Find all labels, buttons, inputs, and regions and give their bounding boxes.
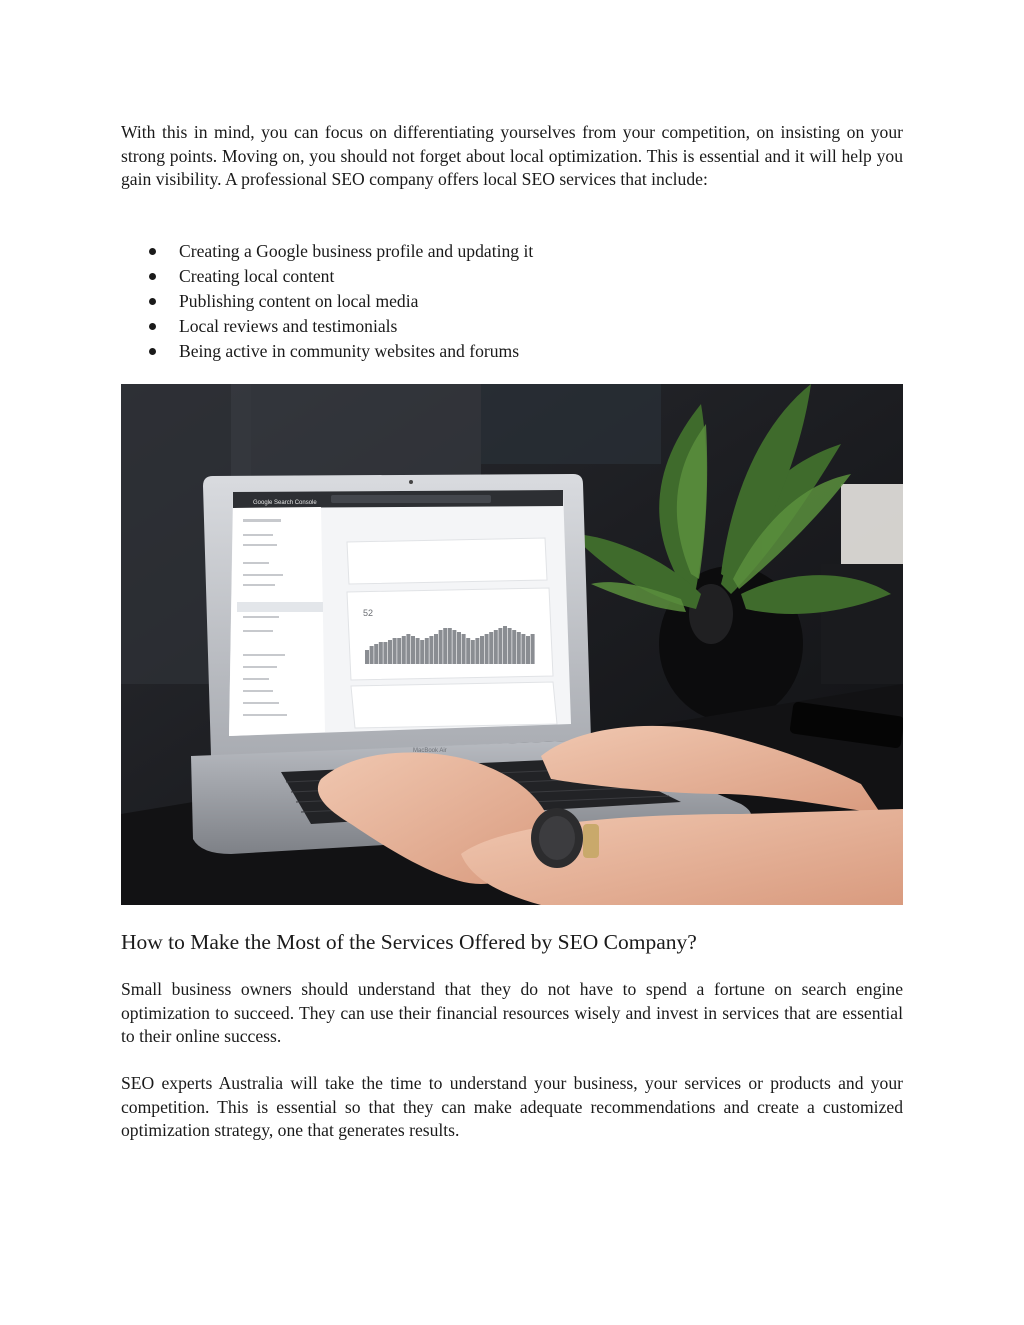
list-item-text: Creating a Google business profile and updating it: [179, 241, 534, 261]
list-item: [121, 264, 903, 289]
bullet-icon: [149, 248, 156, 255]
list-item-text: Being active in community websites and forums: [179, 341, 520, 361]
local-seo-services-list: [121, 239, 903, 364]
list-item-text: Publishing content on local media: [179, 291, 419, 311]
screen-metric: 52: [363, 608, 374, 618]
bullet-icon: [149, 273, 156, 280]
laptop-brand-label: MacBook Air: [413, 748, 447, 754]
bullet-icon: [149, 348, 156, 355]
bullet-icon: [149, 298, 156, 305]
intro-paragraph: With this in mind, you can focus on differentiating yourselves from your competition, on insisting on your strong points. Moving on, you should not forget about local optimization. This is essential and it will help you gain visibility. A professional SEO company offers local SEO services that include:: [121, 122, 903, 190]
list-item: [121, 314, 903, 339]
screen-app-title: Google Search Console: [253, 500, 317, 506]
list-item-text: Creating local content: [179, 266, 335, 286]
list-item-text: Local reviews and testimonials: [179, 316, 398, 336]
section-paragraph-1: Small business owners should understand that they do not have to spend a fortune on search engine optimization to succeed. They can use their financial resources wisely and invest in services that are essential to their online success.: [121, 979, 903, 1047]
bullet-icon: [149, 323, 156, 330]
list-item: [121, 339, 903, 364]
list-item: [121, 289, 903, 314]
section-heading: How to Make the Most of the Services Offered by SEO Company?: [121, 930, 697, 954]
laptop-photo: [121, 384, 903, 905]
list-item: [121, 239, 903, 264]
section-paragraph-2: SEO experts Australia will take the time to understand your business, your services or products and your competition. This is essential so that they can make adequate recommendations and create a customized optimization strategy, one that generates results.: [121, 1073, 903, 1141]
